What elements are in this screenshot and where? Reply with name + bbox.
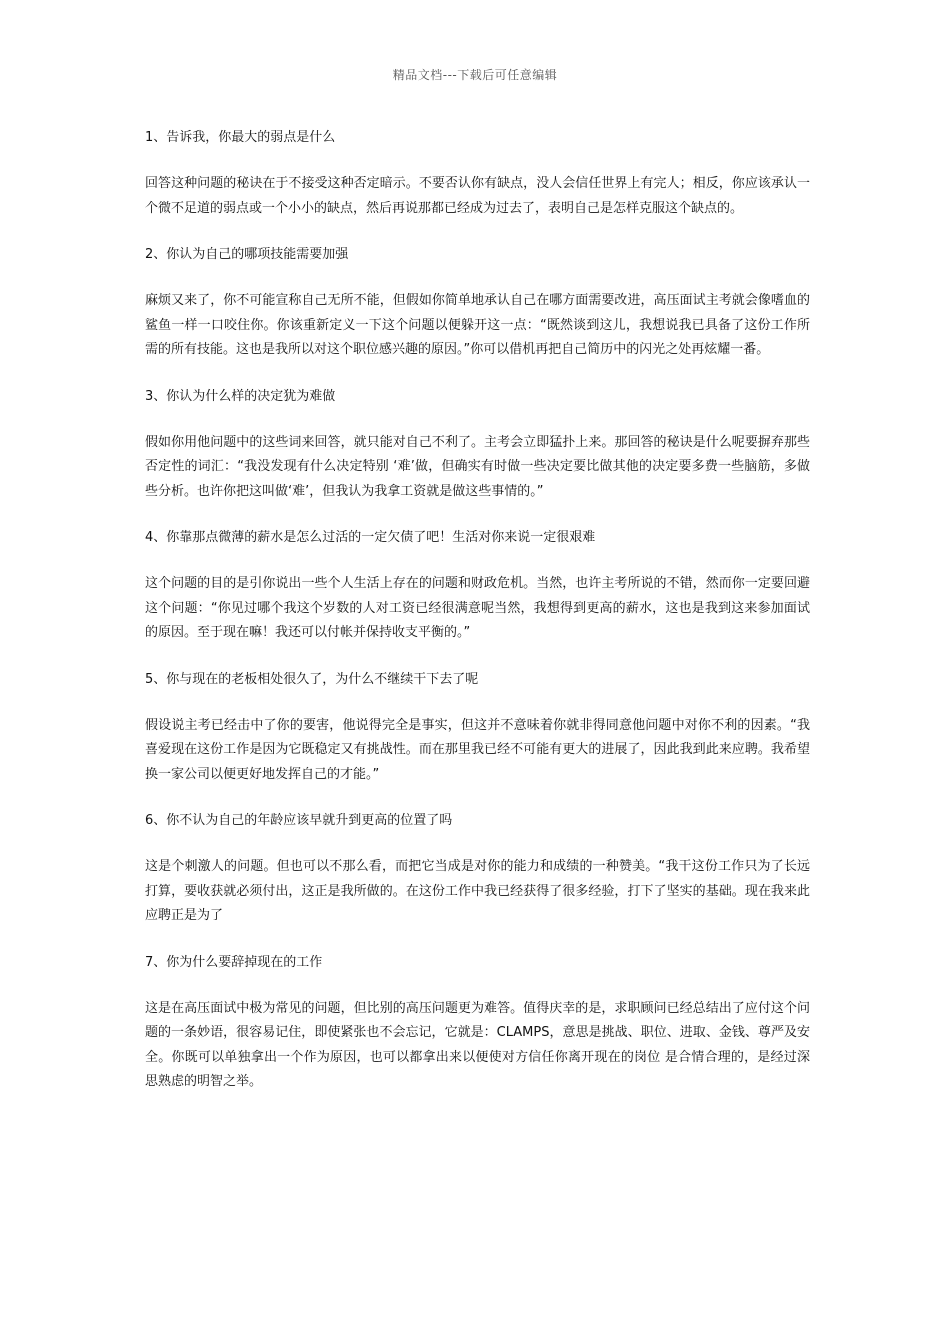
- answer-3: 假如你用他问题中的这些词来回答，就只能对自己不利了。主考会立即猛扑上来。那回答的秘诀是什么呢要摒弃那些否定性的词汇：“我没发现有什么决定特别 ‘难’做，但确实有时做一些决定要比做其他的决定要多费一些脑筋，多做些分析。也许你把这叫做‘难’，但我认为我拿工资就是做这些事情的。”: [145, 434, 810, 499]
- answer-5: 假设说主考已经击中了你的要害，他说得完全是事实，但这并不意味着你就非得同意他问题中对你不利的因素。“我喜爱现在这份工作是因为它既稳定又有挑战性。而在那里我已经不可能有更大的进展了，因此我到此来应聘。我希望换一家公司以便更好地发挥自己的才能。”: [145, 717, 810, 782]
- answer-1: 回答这种问题的秘诀在于不接受这种否定暗示。不要否认你有缺点，没人会信任世界上有完人；相反，你应该承认一个微不足道的弱点或一个小小的缺点，然后再说那都已经成为过去了，表明自己是怎样克服这个缺点的。: [145, 176, 810, 216]
- answer-6: 这是个刺激人的问题。但也可以不那么看，而把它当成是对你的能力和成绩的一种赞美。“我干这份工作只为了长远打算，要收获就必须付出，这正是我所做的。在这份工作中我已经获得了很多经验，打下了坚实的基础。现在我来此应聘正是为了: [145, 859, 810, 923]
- page-header: 精品文档---下载后可任意编辑: [392, 68, 558, 82]
- document-body: [145, 128, 810, 1119]
- question-1: 1、告诉我，你最大的弱点是什么: [145, 130, 336, 145]
- question-5: 5、你与现在的老板相处很久了，为什么不继续干下去了呢: [145, 671, 479, 687]
- question-4: 4、你靠那点微薄的薪水是怎么过活的一定欠债了吧！生活对你来说一定很艰难: [145, 530, 596, 545]
- answer-4: 这个问题的目的是引你说出一些个人生活上存在的问题和财政危机。当然，也许主考所说的不错，然而你一定要回避这个问题：“你见过哪个我这个岁数的人对工资已经很满意呢当然，我想得到更高的薪水，这也是我到这来参加面试的原因。至于现在嘛！我还可以付帐并保持收支平衡的。”: [145, 576, 810, 640]
- question-6: 6、你不认为自己的年龄应该早就升到更高的位置了吗: [145, 813, 453, 828]
- answer-7: 这是在高压面试中极为常见的问题，但比别的高压问题更为难答。值得庆幸的是，求职顾问已经总结出了应付这个问题的一条妙语，很容易记住，即使紧张也不会忘记，它就是：CLAMPS，意思是挑战、职位、进取、金钱、尊严及安全。你既可以单独拿出一个作为原因，也可以都拿出来以便使对方信任你离开现在的岗位 是合情合理的，是经过深思熟虑的明智之举。: [145, 1000, 810, 1089]
- answer-2: 麻烦又来了，你不可能宣称自己无所不能，但假如你简单地承认自己在哪方面需要改进，高压面试主考就会像嗜血的鲨鱼一样一口咬住你。你该重新定义一下这个问题以便躲开这一点：“既然谈到这儿，我想说我已具备了这份工作所需的所有技能。这也是我所以对这个职位感兴趣的原因。”你可以借机再把自己简历中的闪光之处再炫耀一番。: [145, 293, 810, 357]
- question-7: 7、你为什么要辞掉现在的工作: [145, 954, 323, 970]
- question-3: 3、你认为什么样的决定犹为难做: [145, 388, 336, 404]
- question-2: 2、你认为自己的哪项技能需要加强: [145, 247, 349, 262]
